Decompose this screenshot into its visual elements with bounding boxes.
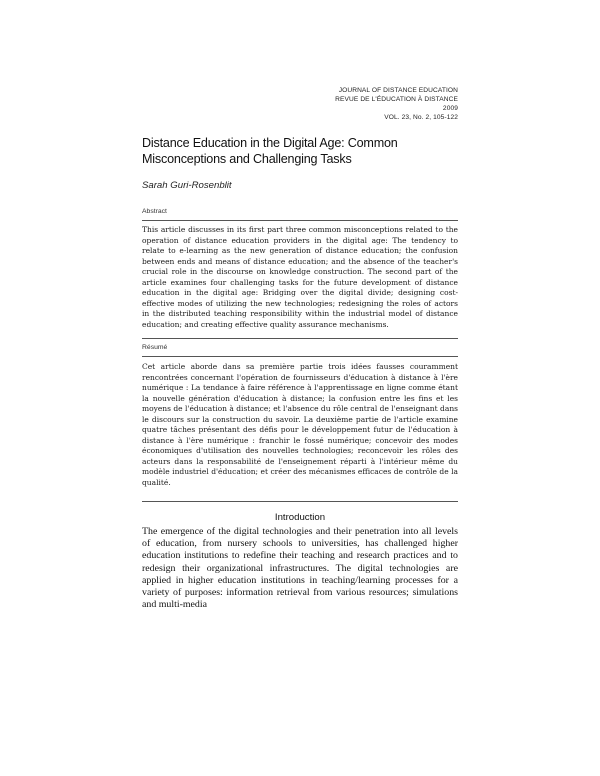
resume-bottom-rule <box>142 501 458 502</box>
journal-name-english: JOURNAL OF DISTANCE EDUCATION <box>338 87 458 94</box>
journal-volume: VOL. 23, No. 2, 105-122 <box>384 114 458 121</box>
resume-top-rule <box>142 356 458 357</box>
journal-header <box>238 86 458 122</box>
abstract-label: Abstract <box>142 208 167 215</box>
abstract-bottom-rule <box>142 338 458 339</box>
journal-year: 2009 <box>442 105 458 112</box>
abstract-text: This article discusses in its first part three common misconceptions related to the operation of distance education providers in the digital age: The tendency to relate to e-learning as the new generation of distance education; the confusion between ends and means of distance education; and the absence of the teacher's crucial role in the discourse on knowledge construction. The second part of the article examines four challenging tasks for the future development of distance education in the digital age: Bridging over the digital divide; designing cost-effective modes of utilizing the new technologies; redesigning the roles of actors in the distributed teaching responsibility within the industrial model of distance education; and creating effective quality assurance mechanisms. <box>142 225 458 329</box>
abstract-top-rule <box>142 220 458 221</box>
journal-name-french: REVUE DE L'ÉDUCATION À DISTANCE <box>335 96 458 103</box>
article-author: Sarah Guri-Rosenblit <box>142 180 232 191</box>
introduction-text: The emergence of the digital technologies and their penetration into all levels of education, from nursery schools to universities, has challenged higher education institutions to redefine their teaching and research practices and to redesign their organizational infrastructures. The digital technologies are applied in higher education institutions in teaching/learning processes for a variety of purposes: information retrieval from various resources; simulations and multi-media <box>142 526 458 611</box>
resume-label: Résumé <box>142 344 168 351</box>
resume-text: Cet article aborde dans sa première partie trois idées fausses couramment rencontrées concernant l'opération de fournisseurs d'éducation à distance à l'ère numérique : La tendance à faire référence à l'apprentissage en ligne comme étant la nouvelle génération d'éducation à distance; la confusion entre les fins et les moyens de l'éducation à distance; et l'absence du rôle central de l'enseignant dans le discours sur la construction du savoir. La deuxième partie de l'article examine quatre tâches présentant des défis pour le développement futur de l'éducation à distance à l'ère numérique : franchir le fossé numérique; concevoir des modes économiques d'utilisation des nouvelles technologies; reconcevoir les rôles des acteurs dans la responsabilité de l'enseignement réparti à l'intérieur même du modèle industriel d'éducation; et créer des mécanismes efficaces de contrôle de la qualité. <box>142 362 458 487</box>
introduction-heading: Introduction <box>274 512 326 523</box>
article-title: Distance Education in the Digital Age: Common Misconceptions and Challenging Tasks <box>142 136 398 166</box>
